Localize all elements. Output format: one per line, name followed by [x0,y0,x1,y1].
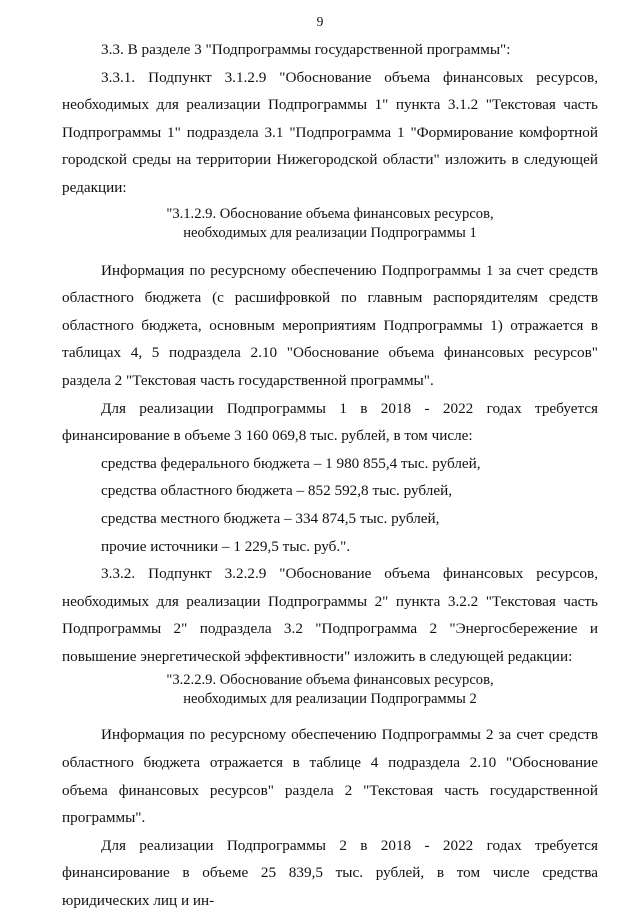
heading-line: "3.2.2.9. Обоснование объема финансовых ресурсов, [166,672,494,689]
funding-local-budget: средства местного бюджета – 334 874,5 тыс. рублей, [101,509,440,527]
heading-line: необходимых для реализации Подпрограммы 1 [183,224,477,241]
subprogram-2-total-funding: Для реализации Подпрограммы 2 в 2018 - 2022 годах требуется финансирование в объеме 25 839,5 тыс. рублей, в том числе средства юридических лиц и ин- [62,836,598,910]
document-body [62,36,598,915]
page-number: 9 [316,14,324,29]
heading-line: необходимых для реализации Подпрограммы 2 [183,691,477,708]
funding-regional-budget: средства областного бюджета – 852 592,8 тыс. рублей, [101,482,453,500]
subprogram-2-resource-info: Информация по ресурсному обеспечению Подпрограммы 2 за счет средств областного бюджета отражается в таблице 4 подраздела 2.10 "Обоснование объема финансовых ресурсов" раздела 2 "Текстовая часть государственной программы". [62,726,598,827]
subsection-heading-3-1-2-9 [62,205,598,243]
section-3-3-2-paragraph: 3.3.2. Подпункт 3.2.2.9 "Обоснование объема финансовых ресурсов, необходимых для реализации Подпрограммы 2" пункта 3.2.2 "Текстовая часть Подпрограммы 2" подраздела 3.2 "Подпрограмма 2 "Энергосбережение и повышение энергетической эффективности" изложить в следующей редакции: [62,565,598,665]
section-3-3-intro: 3.3. В разделе 3 "Подпрограммы государственной программы": [101,41,511,58]
funding-federal-budget: средства федерального бюджета – 1 980 855,4 тыс. рублей, [101,454,481,472]
heading-line: "3.1.2.9. Обоснование объема финансовых ресурсов, [166,205,494,222]
funding-other-sources: прочие источники – 1 229,5 тыс. руб.". [101,537,351,555]
section-3-3-1-paragraph: 3.3.1. Подпункт 3.1.2.9 "Обоснование объема финансовых ресурсов, необходимых для реализации Подпрограммы 1" пункта 3.1.2 "Текстовая часть Подпрограммы 1" подраздела 3.1 "Подпрограмма 1 "Формирование комфортной городской среды на территории Нижегородской области" изложить в следующей редакции: [62,68,598,196]
subsection-heading-3-2-2-9 [62,671,598,709]
subprogram-1-resource-info: Информация по ресурсному обеспечению Подпрограммы 1 за счет средств областного бюджета (с расшифровкой по главным распорядителям средств областного бюджета, основным мероприятиям Подпрограммы 1) отражается в таблицах 4, 5 подраздела 2.10 "Обоснование объема финансовых ресурсов" раздела 2 "Текстовая часть государственной программы". [62,261,598,389]
subprogram-1-total-funding: Для реализации Подпрограммы 1 в 2018 - 2022 годах требуется финансирование в объеме 3 160 069,8 тыс. рублей, в том числе: [62,399,598,445]
